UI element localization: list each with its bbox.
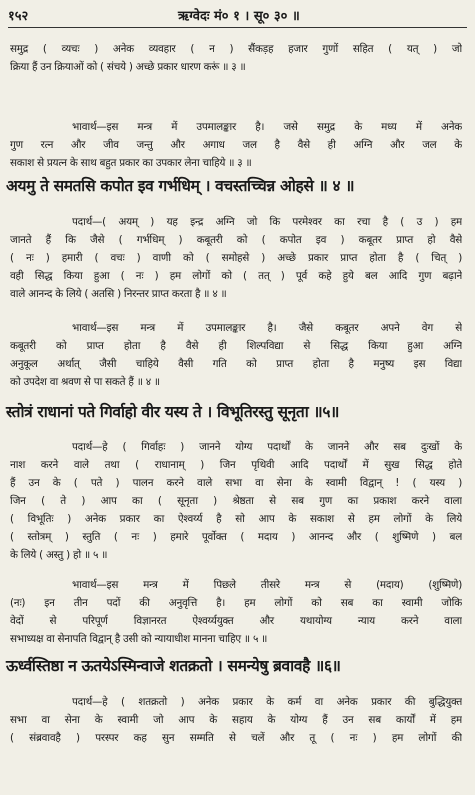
mantra5-bhavartha bbox=[10, 576, 462, 648]
page-number: १५२ bbox=[8, 9, 29, 24]
header-rule bbox=[8, 27, 467, 28]
text-line: ( संब्रवावहै ) परस्पर कह सुन सम्मति से चलें और तू ( नः ) हम लोगों की bbox=[10, 732, 462, 744]
text-line: हैं उन के ( पते ) पालन करने वाले सभा वा सेना के स्वामी विद्वान् ! ( यस्य ) bbox=[10, 477, 462, 489]
mantra4-padartha bbox=[10, 213, 462, 303]
text-line: भावार्थ—इस मन्त्र में पिछले तीसरे मन्त्र से (मदाय) (शुष्मिणे) bbox=[72, 579, 462, 591]
verse-6: ऊर्ध्वस्तिष्ठा न ऊतयेऽस्मिन्वाजे शतक्रतो । समन्येषु ब्रवावहै ॥६॥ bbox=[6, 657, 341, 675]
text-line: वाले आनन्द के लिये ( अतसि ) निरन्तर प्राप्त करता है ॥ ४ ॥ bbox=[10, 288, 227, 300]
text-line: के लिये ( अस्तु ) हो ॥ ५ ॥ bbox=[10, 549, 108, 561]
mantra3-padartha-end bbox=[10, 40, 462, 76]
text-line: ( स्तोत्रम् ) स्तुति ( नः ) हमारे पूर्वोक्त ( मदाय ) आनन्द और ( शुष्मिणे ) बल bbox=[10, 531, 462, 543]
mantra5-padartha bbox=[10, 438, 462, 564]
text-line: ( नः ) हमारी ( वचः ) वाणी को ( समोहसे ) अच्छे प्रकार प्राप्त होता है ( चित् ) bbox=[10, 252, 462, 264]
text-line: गुण रत्न और जीव जन्तु और अगाध जल है वैसे ही अग्नि और जल के bbox=[10, 139, 462, 151]
page-header bbox=[8, 2, 467, 30]
text-line: को उपदेश वा श्रवण से पा सकते हैं ॥ ४ ॥ bbox=[10, 376, 160, 388]
mantra4-bhavartha bbox=[10, 319, 462, 391]
text-line: कबूतरी को प्राप्त होता है वैसे ही शिल्पविद्या से सिद्ध किया हुआ अग्नि bbox=[10, 340, 462, 352]
text-line: क्रिया हैं उन क्रियाओं को ( संचये ) अच्छे प्रकार धारण करूं ॥ ३ ॥ bbox=[10, 61, 246, 73]
text-line: वेदों से परिपूर्ण विज्ञानरत ऐश्वर्य्ययुक्त और यथायोग्य न्याय करने वाला bbox=[10, 615, 462, 627]
text-line: पदार्थ—( अयम् ) यह इन्द्र अग्नि जो कि परमेश्वर का रचा है ( उ ) हम bbox=[72, 216, 462, 228]
text-line: सभा वा सेना के स्वामी जो आप के सहाय के योग्य हैं उन सब कार्यों में हम bbox=[10, 714, 462, 726]
mantra6-padartha bbox=[10, 693, 462, 747]
text-line: समुद्र ( व्यचः ) अनेक व्यवहार ( न ) सैंकड़ह हजार गुणों सहित ( यत् ) जो bbox=[10, 43, 462, 55]
verse-4: अयमु ते समतसि कपोत इव गर्भधिम् । वचस्तच्चिन्न ओहसे ॥ ४ ॥ bbox=[6, 177, 355, 195]
text-line: सभाध्यक्ष वा सेनापति विद्वान् है उसी को न्यायाधीश मानना चाहिए ॥ ५ ॥ bbox=[10, 633, 268, 645]
text-line: नाश करने वाले तथा ( राधानाम् ) जिन पृथिवी आदि पदार्थों में सुख सिद्ध होते bbox=[10, 459, 462, 471]
text-line: वही सिद्ध किया हुआ ( नः ) हम लोगों को ( तत् ) पूर्व कहे हुये बल आदि गुण बढ़ाने bbox=[10, 270, 462, 282]
mantra3-bhavartha bbox=[10, 118, 462, 172]
text-line: अनुकूल अर्थात् जैसी चाहिये वैसी गति को प्राप्त होता है मनुष्य इस विद्या bbox=[10, 358, 462, 370]
text-line: पदार्थ—हे ( गिर्वाहः ) जानने योग्य पदार्थों के जानने और सब दुःखों के bbox=[72, 441, 462, 453]
text-line: जानते हैं कि जैसे ( गर्भधिम् ) कबूतरी को ( कपोत इव ) कबूतर प्राप्त हो वैसे bbox=[10, 234, 462, 246]
running-head: ऋग्वेदः मं० १ । सू० ३० ॥ bbox=[178, 9, 300, 24]
text-line: ( विभूतिः ) अनेक प्रकार का ऐश्वर्य्य है सो आप के सकाश से हम लोगों के लिये bbox=[10, 513, 462, 525]
text-line: सकाश से प्रयत्न के साथ बहुत प्रकार का उपकार लेना चाहिये ॥ ३ ॥ bbox=[10, 157, 252, 169]
text-line: जिन ( ते ) आप का ( सूनृता ) श्रेष्ठता से सब गुण का प्रकाश करने वाला bbox=[10, 495, 462, 507]
text-line: (नः) इन तीन पदों की अनुवृत्ति है। हम लोगों को सब का स्वामी जोकि bbox=[10, 597, 462, 609]
text-line: भावार्थ—इस मन्त्र में उपमालङ्कार है। जैसे कबूतर अपने वेग से bbox=[72, 322, 462, 334]
text-line: पदार्थ—हे ( शतक्रतो ) अनेक प्रकार के कर्म वा अनेक प्रकार की बुद्धियुक्त bbox=[72, 696, 462, 708]
text-line: भावार्थ—इस मन्त्र में उपमालङ्कार है। जसे समुद्र के मध्य में अनेक bbox=[72, 121, 462, 133]
verse-5: स्तोत्रं राधानां पते गिर्वाहो वीर यस्य ते । विभूतिरस्तु सूनृता ॥५॥ bbox=[6, 403, 340, 421]
